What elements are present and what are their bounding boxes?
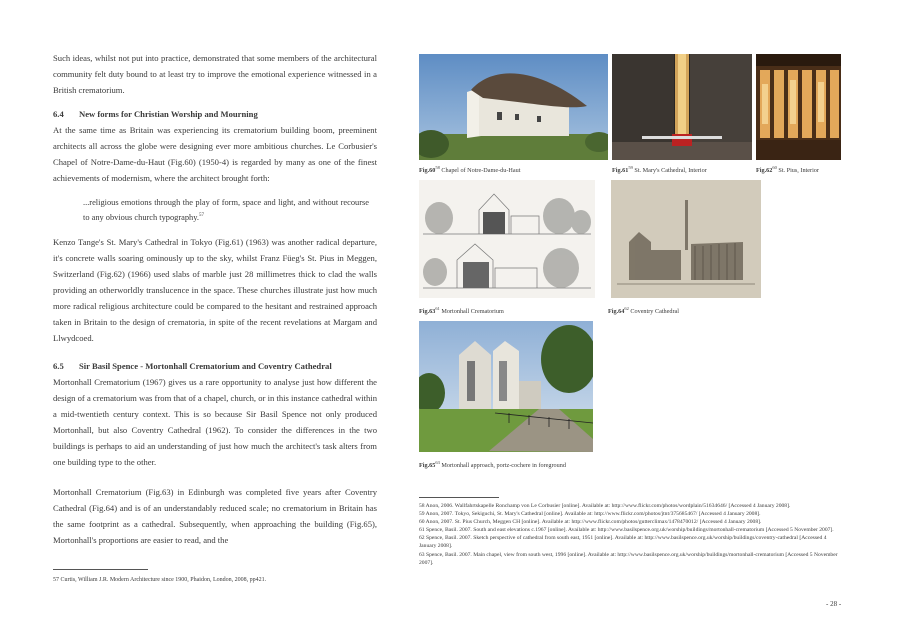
footnote-divider [53, 569, 148, 570]
footnote-divider-right [419, 497, 499, 498]
caption-fig61: $Fig.61^{59}$ St. Mary's Cathedral, Interior [612, 165, 707, 175]
caption-fig60: $Fig.60^{58}$ Chapel of Notre-Dame-du-Haut [419, 165, 521, 175]
footnote-57: 57 Curtis, William J.R. Modern Architecture since 1900, Phaidon, London, 2008, pp421. [53, 577, 267, 583]
footnotes-right [419, 502, 845, 567]
left-column [53, 50, 377, 548]
figure-mortonhall-approach-photo [419, 321, 593, 452]
figure-coventry-sketch [611, 180, 761, 298]
block-quote: ...religious emotions through the play of form, space and light, and without recourse to any obvious church typography.$^{57}$ [83, 198, 369, 222]
section-title: New forms for Christian Worship and Mourning [79, 109, 258, 119]
figure-ronchamp-photo [419, 54, 608, 160]
figure-st-marys-photo [612, 54, 752, 160]
caption-fig64: $Fig.64^{62}$ Coventry Cathedral [608, 306, 680, 316]
footnote-58: 58 Anon, 2006. Wallfahrtskapelle Ronchamp von Le Corbusier [online]. Available at: http://www.flickr.com/photos/wordplain/51634646/ [Accessed 4 January 2008]. [419, 503, 791, 509]
section-heading-6-4 [53, 106, 377, 122]
figure-st-pius-photo [756, 54, 841, 160]
figure-mortonhall-elevations [419, 180, 595, 298]
footnote-ref: 57 [199, 213, 204, 218]
caption-fig65: $Fig.65^{63}$ Mortonhall approach, portz-cochere in foreground [419, 460, 566, 470]
paragraph-mortonhall: Mortonhall Crematorium (1967) gives us a rare opportunity to analyse just how different the design of a crematorium was from that of a chapel, church, or in this instance cathedral within a mid-twentieth century context. This is so because Sir Basil Spence not only produced Mortonhall, but also Coventry Cathedral (1962). To consider the differences in the two buildings is perhaps to aid an understanding of just how much the architect's task alters from one building type to the other. [53, 376, 377, 467]
page-number: - 28 - [826, 600, 842, 608]
footnote-59: 59 Anon, 2007. Tokyo, Sekiguchi, St. Mary's Cathedral [online]. Available at: http://www.flickr.com/photos/jtnt/375685467/ [Accessed 4 January 2008]. [419, 511, 761, 518]
section-number: 6.4 [53, 109, 64, 119]
footnote-63: 63 Spence, Basil. 2007. Main chapel, view from south west, 1996 [online]. Available at: http://www.basilspence.org.uk/worship/buildings/mortonhall-crematorium [Accessed 5 November 2007]. [419, 551, 838, 566]
footnote-62: 62 Spence, Basil. 2007. Sketch perspective of cathedral from south east, 1951 [online]. Available at: http://www.basilspence.org.uk/worship/buildings/coventry-cathedral [Accessed 4 January 2008]. [419, 535, 827, 550]
caption-fig62: $Fig.62^{60}$ St. Pius, Interior [756, 165, 819, 175]
section-title: Sir Basil Spence - Mortonhall Crematorium and Coventry Cathedral [79, 360, 332, 371]
paragraph-tange: Kenzo Tange's St. Mary's Cathedral in Tokyo (Fig.61) (1963) was another radical departure, it's concrete walls soaring ominously up to the sky, whilst Franz Füeg's St. Pius in Meggen, Switzerland (Fig.62) (1966) used slabs of marble just 28 millimetres thick to clad the walls providing an otherworldly translucence in the space. These churches illustrate just how much more radical religious architecture could be compared to the hesitant and restrained approach taken in Britain to the design of crematoria, in spite of the recent revelations at Margam and Llwydcoed. [53, 236, 377, 343]
paragraph-intro: Such ideas, whilst not put into practice, demonstrated that some members of the architectural community felt duty bound to at least try to improve the emotional experience witnessed in a British crematorium. [53, 53, 377, 95]
caption-fig63: $Fig.63^{61}$ Mortonhall Crematorium [419, 306, 504, 316]
paragraph-mortonhall-2: Mortonhall Crematorium (Fig.63) in Edinburgh was completed five years after Coventry Cathedral (Fig.64) and is of an understandably reduced scale; no crematorium in Britain has the same footprint as a cathedral. Subsequently, when approaching the building (Fig.65), Mortonhall's proportions are easier to read, and the [53, 486, 377, 545]
footnote-61: 61 Spence, Basil. 2007. South and east elevations c.1967 [online]. Available at: http://www.basilspence.org.uk/worship/buildings/mortonhall-crematorium [Accessed 5 November 2007]. [419, 527, 834, 534]
paragraph-corbusier: At the same time as Britain was experiencing its crematorium building boom, preeminent architects all across the globe were designing ever more ambitious churches. Le Corbusier's Chapel of Notre-Dame-du-Haut (Fig.60) (1950-4) is regarded by many as one of the finest achievements of modernism, where the architect brought forth: [53, 125, 377, 183]
section-number: 6.5 [53, 360, 64, 371]
section-heading-6-5 [53, 358, 377, 374]
footnote-60: 60 Anon, 2007. St. Pius Church, Meggen CH [online]. Available at: http://www.flickr.com/photos/gutterclimax/1478470012/ [Accessed 4 January 2008]. [419, 519, 762, 526]
